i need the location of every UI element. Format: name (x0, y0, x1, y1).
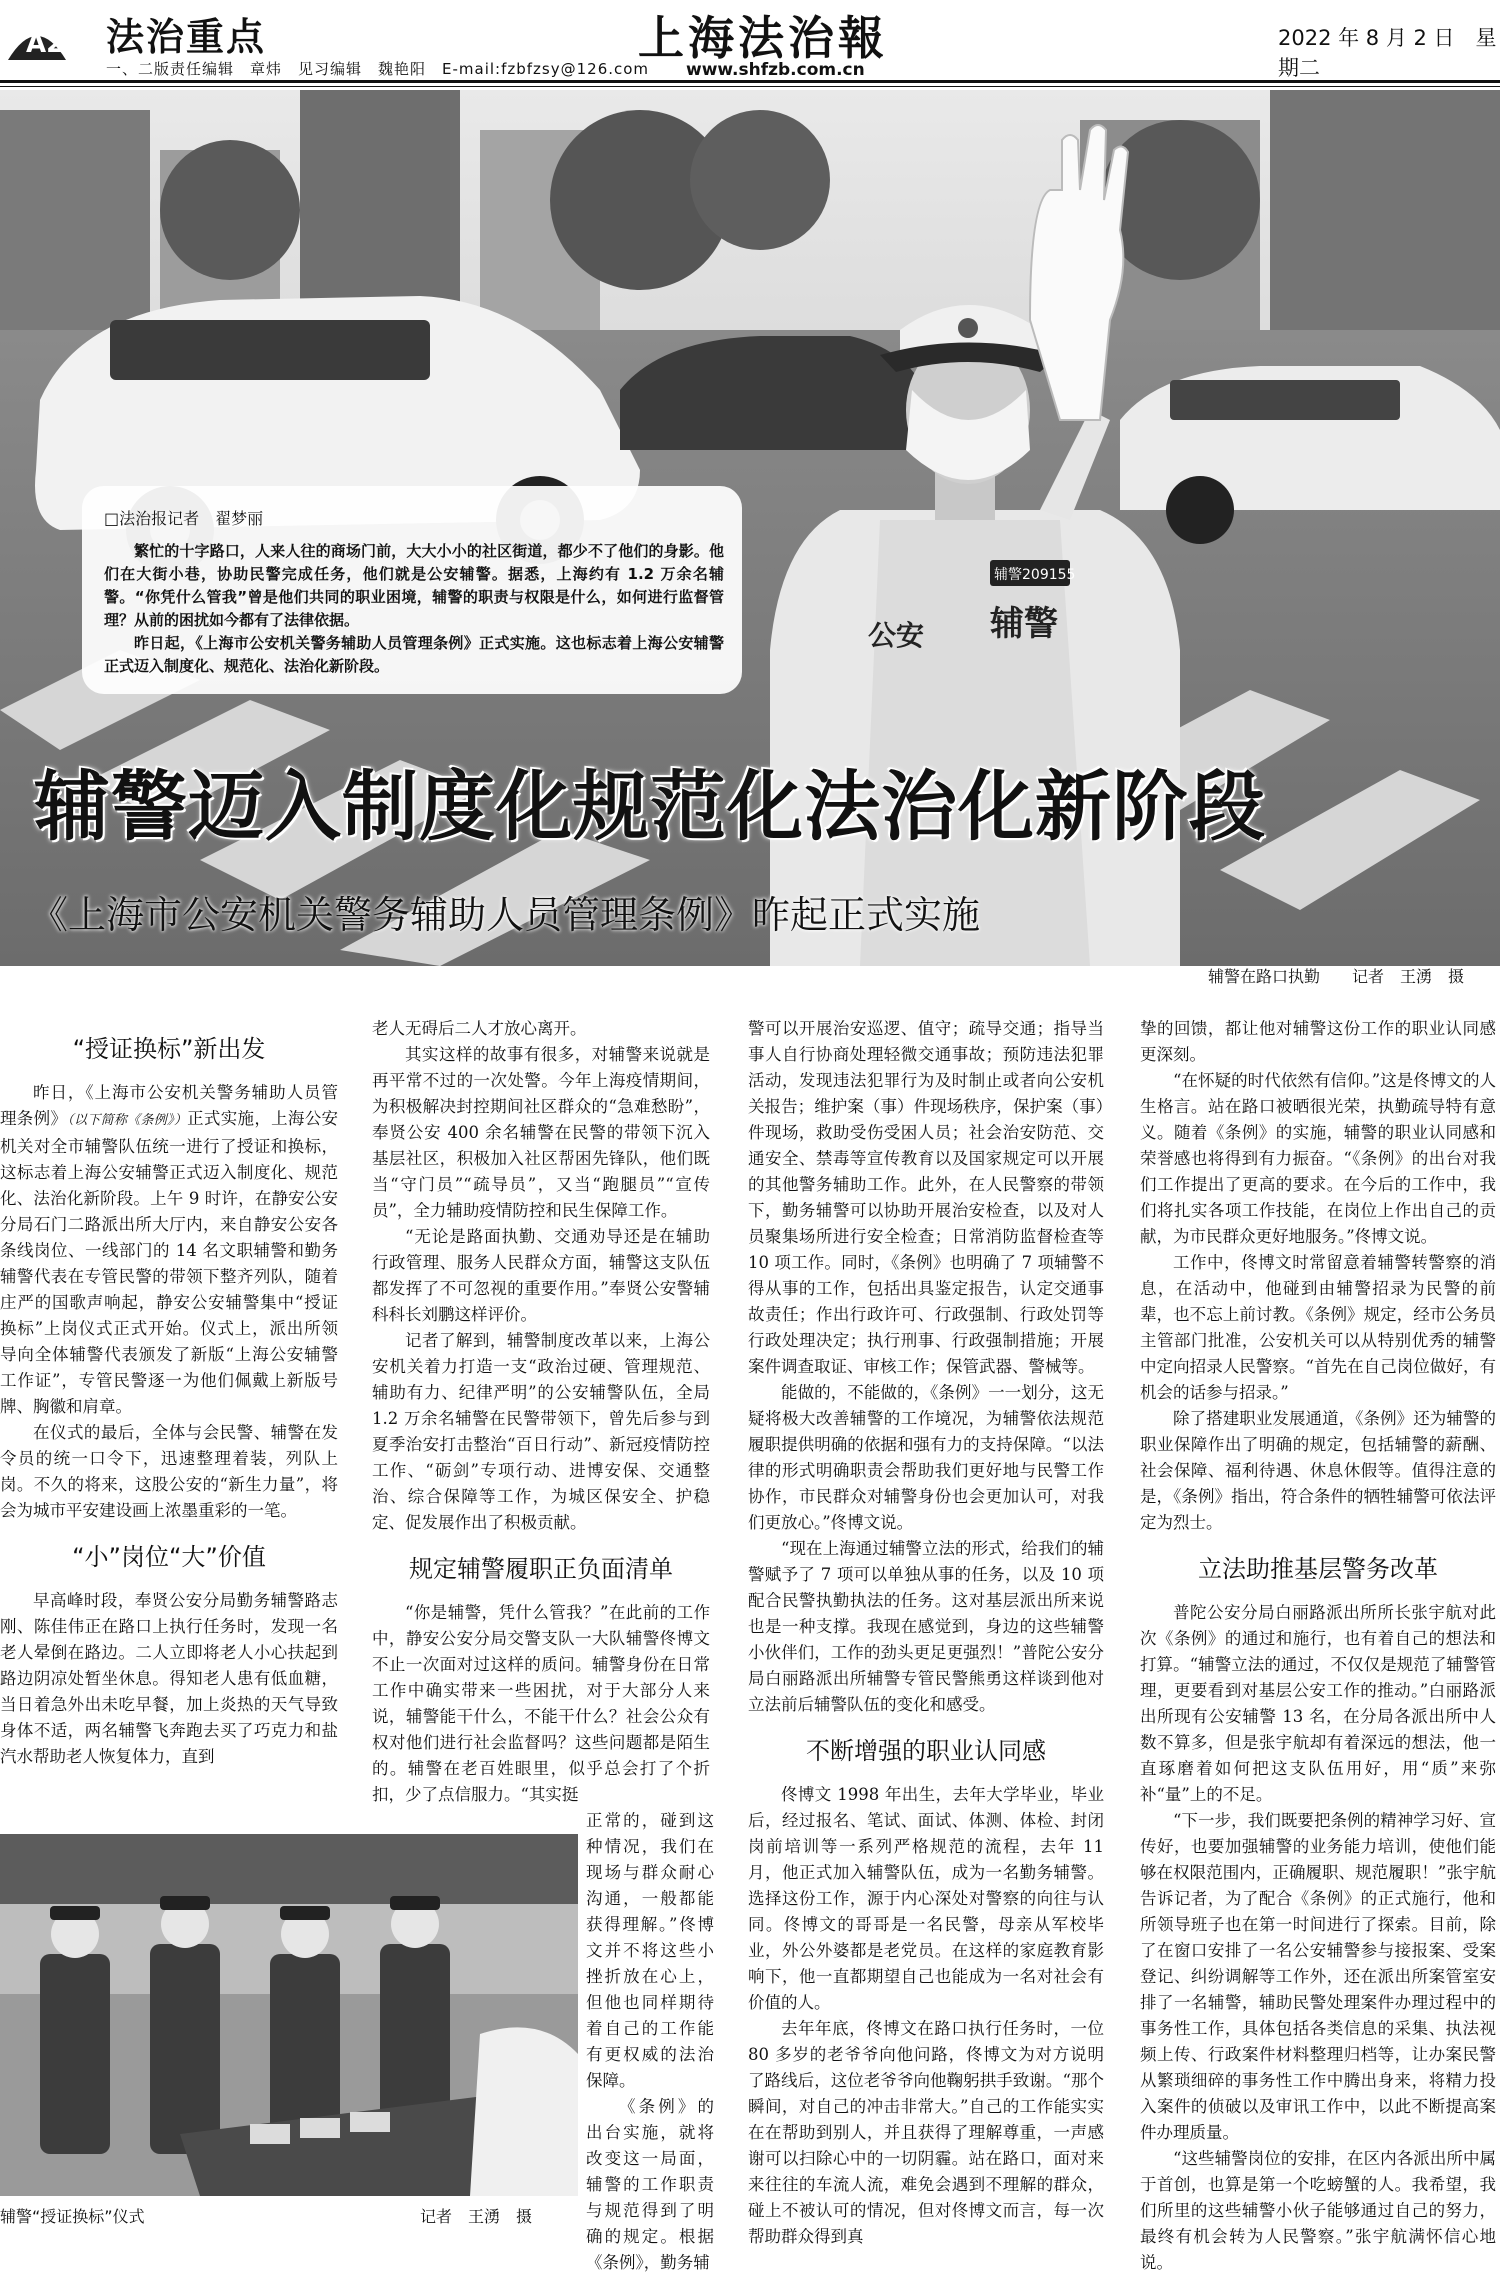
article-paragraph: “你是辅警，凭什么管我？”在此前的工作中，静安公安分局交警支队一大队辅警佟博文不止一次面对过这样的质问。辅警身份在日常工作中确实带来一些困扰，对于大部分人来说，辅警能干什么，不能干什么？社会公众有权对他们进行社会监督吗？这些问题都是陌生的。辅警在老百姓眼里，似乎总会打了个折扣，少了点信服力。“其实挺 (372, 1603, 710, 1804)
masthead-logo: 上海法治報 (638, 11, 888, 65)
article-paragraph: 普陀公安分局白丽路派出所所长张宇航对此次《条例》的通过和施行，也有着自己的想法和打算。“辅警立法的通过，不仅仅是规范了辅警管理，更要看到对基层公安工作的推动。”白丽路派出所现有公安辅警 13 名，在分局各派出所中人数不算多，但是张宇航却有着深远的想法，他一直琢磨着如何把这支队伍用好，用“质”来弥补“量”上的不足。 (1140, 1603, 1496, 1804)
article-paragraph: 早高峰时段，奉贤公安分局勤务辅警路志刚、陈佳伟正在路口上执行任务时，发现一名老人晕倒在路边。二人立即将老人小心扶起到路边阴凉处暂坐休息。得知老人患有低血糖，当日着急外出未吃早餐，加上炎热的天气导致身体不适，两名辅警飞奔跑去买了巧克力和盐汽水帮助老人恢复体力，直到 (0, 1591, 338, 1766)
inset-photo-illustration (0, 1834, 578, 2196)
text-run: 昨日，《上海市公安机关警务辅助人员管理条例》 (0, 1083, 338, 1128)
article-paragraph: “下一步，我们既要把条例的精神学习好、宣传好，也要加强辅警的业务能力培训，使他们能够在权限范围内，正确履职、规范履职！”张宇航告诉记者，为了配合《条例》的正式施行，他和所领导班子也在第一时间进行了探索。目前，除了在窗口安排了一名公安辅警参与接报案、受案登记、纠纷调解等工作外，还在派出所案管室安排了一名辅警，辅助民警处理案件办理过程中的事务性工作，具体包括各类信息的采集、执法视频上传、行政案件材料整理归档等，让办案民警从繁琐细碎的事务性工作中腾出身来，将精力投入案件的侦破以及审讯工作中，以此不断提高案件办理质量。 (1140, 1811, 1496, 2142)
lead-paragraph: 昨日起，《上海市公安机关警务辅助人员管理条例》正式实施。这也标志着上海公安辅警正式迈入制度化、规范化、法治化新阶段。 (104, 634, 724, 675)
section-heading: 不断增强的职业认同感 (806, 1737, 1046, 1765)
vest-label: 辅警 (990, 604, 1058, 644)
masthead-url: www.shfzb.com.cn (686, 60, 865, 80)
section-title: 法治重点 (106, 15, 267, 59)
section-heading: “授证换标”新出发 (72, 1035, 266, 1063)
article-column-1 (0, 1016, 338, 1770)
article-paragraph: 在仪式的最后，全体与会民警、辅警在发令员的统一口令下，迅速整理着装，列队上岗。不久的将来，这股公安的“新生力量”，将会为城市平安建设画上浓墨重彩的一笔。 (0, 1423, 338, 1520)
header-rule (0, 80, 1500, 83)
article-paragraph: “在怀疑的时代依然有信仰。”这是佟博文的人生格言。站在路口被晒很光荣，执勤疏导特有意义。随着《条例》的实施，辅警的职业认同感和荣誉感也将得到有力振奋。“《条例》的出台对我们工作提出了更高的要求。在今后的工作中，我们将扎实各项工作技能，在岗位上作出自己的贡献，为市民群众更好地服务。”佟博文说。 (1140, 1071, 1496, 1246)
badge-number: 辅警209155 (994, 567, 1076, 583)
article-paragraph (0, 1080, 338, 1420)
page-number: A2 (26, 29, 65, 59)
section-heading: 规定辅警履职正负面清单 (409, 1555, 673, 1583)
article-paragraph: 佟博文 1998 年出生，去年大学毕业，毕业后，经过报名、笔试、面试、体测、体检、封闭岗前培训等一系列严格规范的流程，去年 11 月，他正式加入辅警队伍，成为一名勤务辅警。选择这份工作，源于内心深处对警察的向往与认同。佟博文的哥哥是一名民警，母亲从军校毕业，外公外婆都是老党员。在这样的家庭教育影响下，他一直都期望自己也能成为一名对社会有价值的人。 (748, 1785, 1104, 2012)
text-note: （以下简称《条例》） (67, 1113, 188, 1128)
article-paragraph: “无论是路面执勤、交通劝导还是在辅助行政管理、服务人民群众方面，辅警这支队伍都发挥了不可忽视的重要作用。”奉贤公安警辅科科长刘鹏这样评价。 (372, 1227, 710, 1324)
page-number-badge (4, 8, 70, 64)
article-column-3 (748, 1016, 1104, 2250)
vest-police-label: 公安 (868, 619, 925, 652)
lead-byline: □法治报记者 翟梦丽 (104, 509, 264, 528)
lead-paragraph: 繁忙的十字路口，人来人往的商场门前，大大小小的社区街道，都少不了他们的身影。他们在大街小巷，协助民警完成任务，他们就是公安辅警。据悉，上海约有 1.2 万余名辅警。“你凭什么管我”曾是他们共同的职业困境，辅警的职责与权限是什么，如何进行监督管理？从前的困扰如今都有了法律依据。 (104, 542, 724, 629)
article-paragraph: 正常的，碰到这种情况，我们在现场与群众耐心沟通，一般都能获得理解。”佟博文并不将这些小挫折放在心上，但他也同样期待着自己的工作能有更权威的法治保障。 (586, 1811, 714, 2090)
text-run: 正式实施，上海公安机关对全市辅警队伍统一进行了授证和换标，这标志着上海公安辅警正式迈入制度化、规范化、法治化新阶段。上午 9 时许，在静安公安分局石门二路派出所大厅内，来自静安公安各条线岗位、一线部门的 14 名文职辅警和勤务辅警代表在专管民警的带领下整齐列队，随着庄严的国歌声响起，静安公安辅警集中“授证换标”上岗仪式正式开始。仪式上，派出所领导向全体辅警代表颁发了新版“上海公安辅警工作证”，专管民警逐一为他们佩戴上新版号牌、胸徽和肩章。 (0, 1109, 338, 1416)
article-paragraph: 挚的回馈，都让他对辅警这份工作的职业认同感更深刻。 (1140, 1019, 1496, 1064)
article-paragraph: “现在上海通过辅警立法的形式，给我们的辅警赋予了 7 项可以单独从事的任务，以及 10 项配合民警执勤执法的任务。这对基层派出所来说也是一种支撑。我现在感觉到，身边的这些辅警小伙伴们，工作的劲头更足更强烈！”普陀公安分局白丽路派出所辅警专管民警熊勇这样谈到他对立法前后辅警队伍的变化和感受。 (748, 1539, 1104, 1714)
article-paragraph: 其实这样的故事有很多，对辅警来说就是再平常不过的一次处警。今年上海疫情期间，为积极解决封控期间社区群众的“急难愁盼”，奉贤公安 400 余名辅警在民警的带领下沉入基层社区，积极加入社区帮困先锋队，他们既当“守门员”“疏导员”，又当“跑腿员”“宣传员”，全力辅助疫情防控和民生保障工作。 (372, 1045, 710, 1220)
inset-photo (0, 1834, 578, 2196)
article-paragraph: 能做的，不能做的，《条例》一一划分，这无疑将极大改善辅警的工作境况，为辅警依法规范履职提供明确的依据和强有力的支持保障。“以法律的形式明确职责会帮助我们更好地与民警工作协作，市民群众对辅警身份也会更加认可，对我们更放心。”佟博文说。 (748, 1383, 1104, 1532)
article-paragraph: 工作中，佟博文时常留意着辅警转警察的消息，在活动中，他碰到由辅警招录为民警的前辈，也不忘上前讨教。《条例》规定，经市公务员主管部门批准，公安机关可以从特别优秀的辅警中定向招录人民警察。“首先在自己岗位做好，有机会的话参与招录。” (1140, 1253, 1496, 1402)
header-rule-thin (0, 86, 1500, 87)
article-column-2-narrow (586, 1808, 714, 2276)
inset-caption-credit: 记者 王湧 摄 (420, 2207, 533, 2226)
inset-photo-caption (0, 2204, 560, 2227)
article-paragraph: 《条例》的出台实施，就将改变这一局面，辅警的工作职责与规范得到了明确的规定。根据《条例》，勤务辅 (586, 2097, 714, 2272)
article-paragraph: 除了搭建职业发展通道，《条例》还为辅警的职业保障作出了明确的规定，包括辅警的薪酬、社会保障、福利待遇、休息休假等。值得注意的是，《条例》指出，符合条件的牺牲辅警可依法评定为烈士。 (1140, 1409, 1496, 1532)
inset-caption-title: 辅警“授证换标”仪式 (0, 2207, 145, 2226)
article-paragraph: 去年年底，佟博文在路口执行任务时，一位 80 多岁的老爷爷向他问路，佟博文为对方说明了路线后，这位老爷爷向他鞠躬拱手致谢。“那个瞬间，对自己的冲击非常大。”自己的工作能实实在在帮助到别人，并且获得了理解尊重，一声感谢可以扫除心中的一切阴霾。站在路口，面对来来往往的车流人流，难免会遇到不理解的群众，碰上不被认可的情况，但对佟博文而言，每一次帮助群众得到真 (748, 2019, 1104, 2246)
page-header (0, 0, 1500, 88)
editor-line: 一、二版责任编辑 章炜 见习编辑 魏艳阳 E-mail:fzbfzsy@126.com (106, 60, 650, 78)
issue-date: 2022 年 8 月 2 日 星期二 (1278, 26, 1497, 80)
article-paragraph: 警可以开展治安巡逻、值守；疏导交通；指导当事人自行协商处理轻微交通事故；预防违法犯罪活动，发现违法犯罪行为及时制止或者向公安机关报告；维护案（事）件现场秩序，保护案（事）件现场，救助受伤受困人员；社会治安防范、交通安全、禁毒等宣传教育以及国家规定可以开展的其他警务辅助工作。此外，在人民警察的带领下，勤务辅警可以协助开展治安检查，以及对人员聚集场所进行安全检查；日常消防监督检查等 10 项工作。同时，《条例》也明确了 7 项辅警不得从事的工作，包括出具鉴定报告，认定交通事故责任；作出行政许可、行政强制、行政处罚等行政处理决定；执行刑事、行政强制措施；开展案件调查取证、审核工作；保管武器、警械等。 (748, 1019, 1104, 1376)
article-column-2 (372, 1016, 710, 1808)
article-column-4 (1140, 1016, 1496, 2276)
subheadline: 《上海市公安机关警务辅助人员管理条例》昨起正式实施 (30, 893, 981, 937)
section-heading: 立法助推基层警务改革 (1198, 1555, 1438, 1583)
article-paragraph: 记者了解到，辅警制度改革以来，上海公安机关着力打造一支“政治过硬、管理规范、辅助有力、纪律严明”的公安辅警队伍，全局 1.2 万余名辅警在民警带领下，曾先后参与到夏季治安打击整治“百日行动”、新冠疫情防控工作、“砺剑”专项行动、进博安保、交通整治、综合保障等工作，为城区保安全、护稳定、促发展作出了积极贡献。 (372, 1331, 710, 1532)
section-heading: “小”岗位“大”价值 (72, 1543, 266, 1571)
headline: 辅警迈入制度化规范化法治化新阶段 (34, 762, 1266, 851)
hero-photo-caption: 辅警在路口执勤 记者 王湧 摄 (1208, 967, 1465, 986)
article-paragraph: 老人无碍后二人才放心离开。 (372, 1019, 587, 1038)
lead-paragraphs (104, 540, 724, 678)
article-paragraph: “这些辅警岗位的安排，在区内各派出所中属于首创，也算是第一个吃螃蟹的人。我希望，我们所里的这些辅警小伙子能够通过自己的努力，最终有机会转为人民警察。”张宇航满怀信心地说。 (1140, 2149, 1496, 2272)
